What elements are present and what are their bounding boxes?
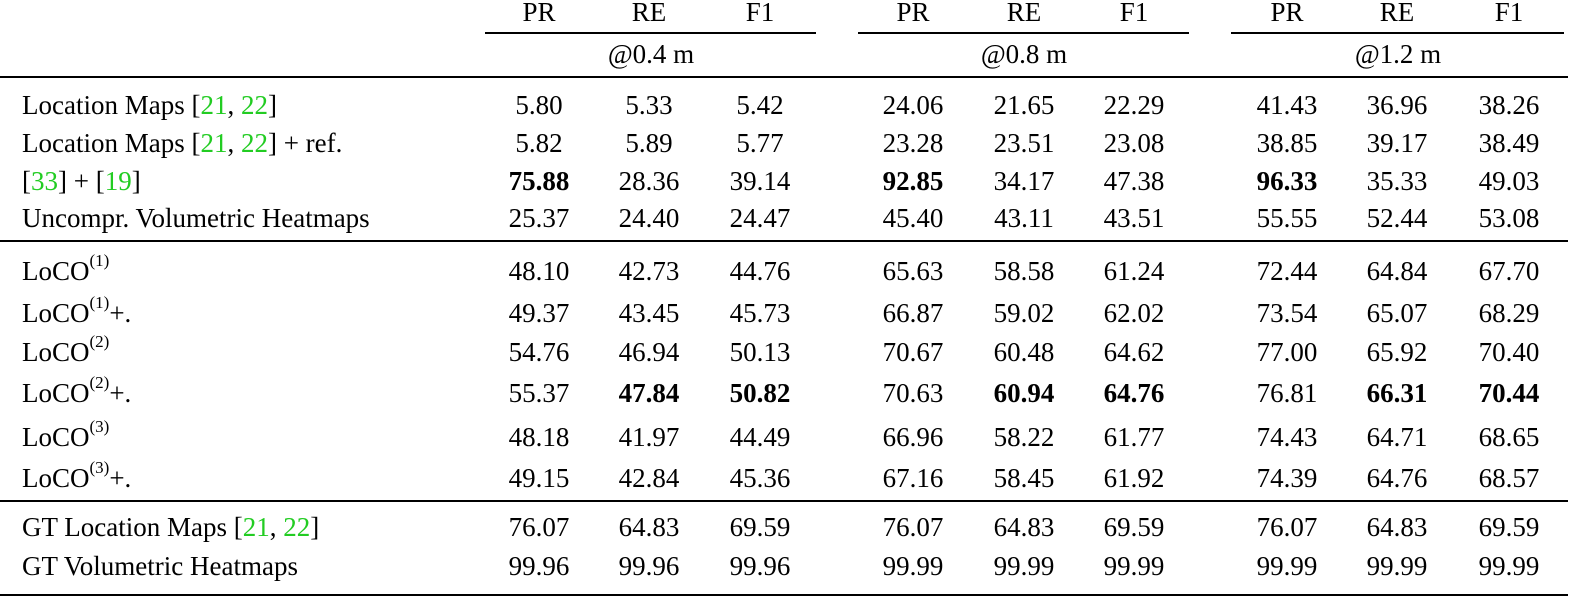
table-cell: 35.33 [1366, 166, 1428, 196]
table-cell: 99.96 [618, 551, 680, 581]
table-cell: 66.87 [882, 298, 944, 328]
table-cell: 44.76 [729, 256, 791, 286]
citation-link[interactable]: 22 [283, 512, 311, 542]
row-label: LoCO$^{(3)}$+. [22, 458, 132, 493]
metric-header: F1 [745, 0, 775, 27]
distance-header-12: @1.2 m [1354, 39, 1442, 69]
table-cell: 65.07 [1366, 298, 1428, 328]
table-cell: 58.45 [993, 463, 1055, 493]
table-cell: 52.44 [1366, 203, 1428, 233]
superscript-index: (1) [89, 293, 110, 312]
distance-header-08: @0.8 m [980, 39, 1068, 69]
row-label: GT Location Maps [21, 22] [22, 512, 320, 542]
table-cell: 64.83 [993, 512, 1055, 542]
table-cell: 72.44 [1256, 256, 1318, 286]
table-cell: 43.45 [618, 298, 680, 328]
group-underline-08 [858, 32, 1189, 34]
table-cell: 24.40 [618, 203, 680, 233]
table-cell: 43.11 [994, 203, 1054, 233]
metric-header: RE [1006, 0, 1042, 27]
metric-header: RE [631, 0, 667, 27]
table-cell: 66.31 [1366, 378, 1428, 408]
superscript-index: (1) [89, 251, 110, 270]
table-cell: 44.49 [729, 422, 791, 452]
metric-header: RE [1379, 0, 1415, 27]
table-cell: 70.63 [882, 378, 944, 408]
table-cell: 60.48 [993, 337, 1055, 367]
superscript-index: (3) [89, 458, 110, 477]
group-underline-04 [485, 32, 816, 34]
table-cell: 53.08 [1478, 203, 1540, 233]
table-cell: 41.97 [618, 422, 680, 452]
section-rule-2 [0, 500, 1568, 502]
table-cell: 46.94 [618, 337, 680, 367]
table-cell: 68.57 [1478, 463, 1540, 493]
table-cell: 59.02 [993, 298, 1055, 328]
row-label: [33] + [19] [22, 166, 141, 196]
table-cell: 58.58 [993, 256, 1055, 286]
superscript-index: (3) [89, 417, 110, 436]
table-cell: 76.81 [1256, 378, 1318, 408]
table-cell: 64.83 [618, 512, 680, 542]
table-cell: 65.63 [882, 256, 944, 286]
table-cell: 38.49 [1478, 128, 1540, 158]
citation-link[interactable]: 19 [104, 166, 132, 196]
table-cell: 28.36 [618, 166, 680, 196]
table-cell: 69.59 [1478, 512, 1540, 542]
table-cell: 60.94 [993, 378, 1055, 408]
table-cell: 99.99 [1256, 551, 1318, 581]
row-label: LoCO$^{(3)}$ [22, 417, 110, 452]
table-cell: 42.84 [618, 463, 680, 493]
table-cell: 70.67 [882, 337, 944, 367]
citation-link[interactable]: 21 [200, 128, 228, 158]
table-cell: 65.92 [1366, 337, 1428, 367]
table-cell: 39.14 [729, 166, 791, 196]
table-cell: 25.37 [508, 203, 570, 233]
citation-link[interactable]: 21 [242, 512, 270, 542]
table-cell: 64.76 [1366, 463, 1428, 493]
table-cell: 70.44 [1478, 378, 1540, 408]
table-cell: 67.16 [882, 463, 944, 493]
group-underline-12 [1231, 32, 1564, 34]
table-top-rule [0, 76, 1568, 78]
table-cell: 5.77 [736, 128, 784, 158]
table-cell: 5.33 [625, 90, 673, 120]
table-cell: 99.99 [993, 551, 1055, 581]
table-cell: 75.88 [508, 166, 570, 196]
table-cell: 73.54 [1256, 298, 1318, 328]
table-cell: 49.15 [508, 463, 570, 493]
table-cell: 66.96 [882, 422, 944, 452]
table-cell: 55.55 [1256, 203, 1318, 233]
table-cell: 92.85 [882, 166, 944, 196]
table-cell: 68.65 [1478, 422, 1540, 452]
table-cell: 74.39 [1256, 463, 1318, 493]
table-cell: 47.84 [618, 378, 680, 408]
table-cell: 22.29 [1103, 90, 1165, 120]
table-cell: 61.24 [1103, 256, 1165, 286]
table-cell: 99.96 [729, 551, 791, 581]
table-cell: 77.00 [1256, 337, 1318, 367]
table-cell: 36.96 [1366, 90, 1428, 120]
table-bottom-rule [0, 594, 1568, 596]
table-cell: 38.26 [1478, 90, 1540, 120]
metric-header: F1 [1119, 0, 1149, 27]
row-label: Uncompr. Volumetric Heatmaps [22, 203, 370, 233]
table-cell: 5.89 [625, 128, 673, 158]
citation-link[interactable]: 21 [200, 90, 228, 120]
table-cell: 64.84 [1366, 256, 1428, 286]
table-cell: 5.80 [515, 90, 563, 120]
table-cell: 50.13 [729, 337, 791, 367]
table-cell: 99.96 [508, 551, 570, 581]
table-cell: 49.37 [508, 298, 570, 328]
table-cell: 42.73 [618, 256, 680, 286]
table-cell: 55.37 [508, 378, 570, 408]
table-cell: 99.99 [882, 551, 944, 581]
table-cell: 61.92 [1103, 463, 1165, 493]
table-cell: 76.07 [882, 512, 944, 542]
table-cell: 41.43 [1256, 90, 1318, 120]
metric-header: PR [1270, 0, 1304, 27]
table-cell: 64.62 [1103, 337, 1165, 367]
table-cell: 99.99 [1366, 551, 1428, 581]
table-cell: 39.17 [1366, 128, 1428, 158]
row-label: LoCO$^{(2)}$+. [22, 373, 132, 408]
table-cell: 48.18 [508, 422, 570, 452]
table-cell: 62.02 [1103, 298, 1165, 328]
table-cell: 54.76 [508, 337, 570, 367]
table-cell: 34.17 [993, 166, 1055, 196]
superscript-index: (2) [89, 373, 110, 392]
table-cell: 45.40 [882, 203, 944, 233]
table-cell: 47.38 [1103, 166, 1165, 196]
metric-header: PR [896, 0, 930, 27]
table-cell: 58.22 [993, 422, 1055, 452]
table-cell: 45.36 [729, 463, 791, 493]
table-cell: 50.82 [729, 378, 791, 408]
metric-header: PR [522, 0, 556, 27]
row-label: Location Maps [21, 22] + ref. [22, 128, 343, 158]
table-cell: 68.29 [1478, 298, 1540, 328]
section-rule-1 [0, 240, 1568, 242]
table-cell: 21.65 [993, 90, 1055, 120]
citation-link[interactable]: 22 [240, 128, 268, 158]
distance-header-04: @0.4 m [607, 39, 695, 69]
metric-header: F1 [1494, 0, 1524, 27]
table-cell: 23.28 [882, 128, 944, 158]
table-cell: 5.82 [515, 128, 563, 158]
citation-link[interactable]: 22 [240, 90, 268, 120]
row-label: LoCO$^{(1)}$+. [22, 293, 132, 328]
table-cell: 45.73 [729, 298, 791, 328]
table-cell: 23.51 [993, 128, 1055, 158]
table-cell: 43.51 [1103, 203, 1165, 233]
table-cell: 70.40 [1478, 337, 1540, 367]
table-cell: 24.47 [729, 203, 791, 233]
row-label: Location Maps [21, 22] [22, 90, 277, 120]
table-cell: 99.99 [1478, 551, 1540, 581]
table-cell: 48.10 [508, 256, 570, 286]
table-cell: 64.83 [1366, 512, 1428, 542]
table-cell: 38.85 [1256, 128, 1318, 158]
table-cell: 24.06 [882, 90, 944, 120]
table-cell: 69.59 [1103, 512, 1165, 542]
table-cell: 96.33 [1256, 166, 1318, 196]
table-cell: 61.77 [1103, 422, 1165, 452]
table-cell: 76.07 [508, 512, 570, 542]
table-cell: 67.70 [1478, 256, 1540, 286]
citation-link[interactable]: 33 [31, 166, 58, 196]
superscript-index: (2) [89, 332, 110, 351]
table-cell: 74.43 [1256, 422, 1318, 452]
table-cell: 64.71 [1366, 422, 1428, 452]
table-cell: 5.42 [736, 90, 784, 120]
row-label: LoCO$^{(1)}$ [22, 251, 110, 286]
table-cell: 76.07 [1256, 512, 1318, 542]
table-cell: 69.59 [729, 512, 791, 542]
row-label: LoCO$^{(2)}$ [22, 332, 110, 367]
table-cell: 64.76 [1103, 378, 1165, 408]
table-cell: 49.03 [1478, 166, 1540, 196]
table-cell: 23.08 [1103, 128, 1165, 158]
table-cell: 99.99 [1103, 551, 1165, 581]
row-label: GT Volumetric Heatmaps [22, 551, 298, 581]
